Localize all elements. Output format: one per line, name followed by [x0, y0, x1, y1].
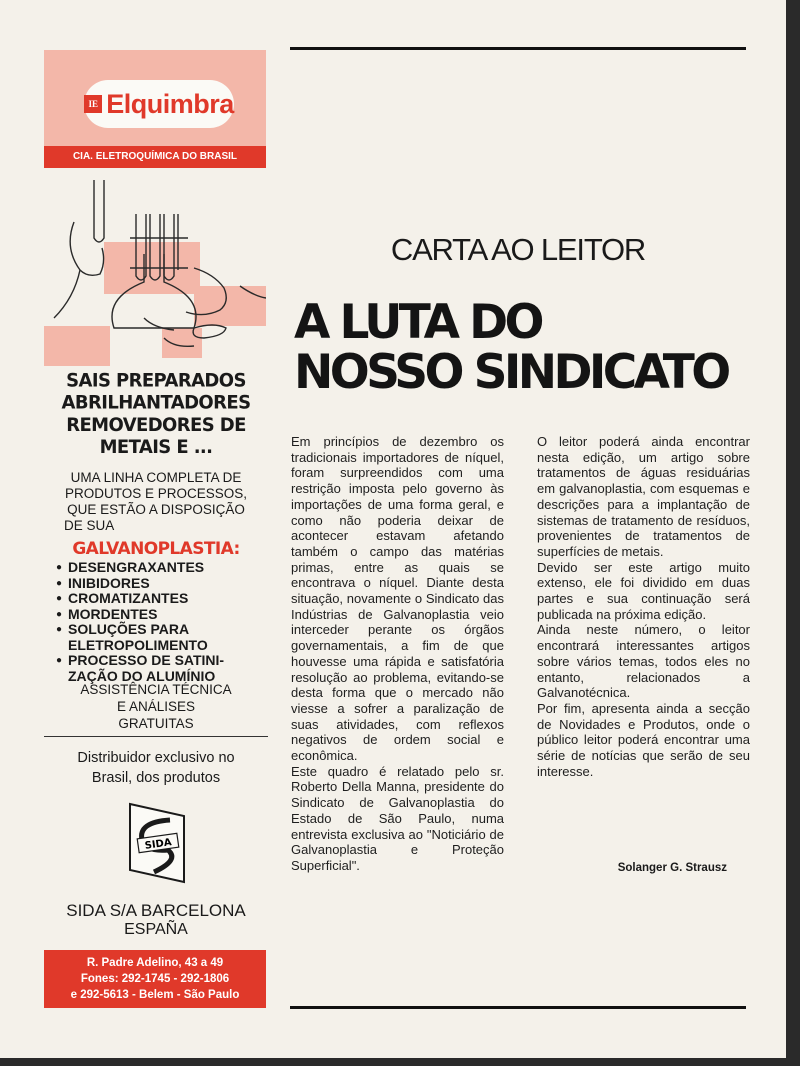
product-list	[56, 560, 270, 684]
brand-mark-icon: IE	[84, 95, 102, 113]
ad-headline: SAIS PREPARADOS ABRILHANTADORES REMOVEDORES DE METAIS E ...	[61, 369, 251, 459]
sida-name: SIDA S/A BARCELONA ESPAÑA	[66, 901, 246, 938]
bottom-rule	[290, 1006, 746, 1009]
paragraph: O leitor poderá ainda encontrar nesta edição, um artigo sobre tratamentos de águas residuárias em galvanoplastia, com esquemas e descrições para a implantação de sistemas de tratamento de resíduos, provenientes de tratamentos de superfícies de metais.	[537, 434, 750, 559]
list-item: ● PROCESSO DE SATINI- ZAÇÃO DO ALUMÍNIO	[56, 653, 270, 684]
article-column-2	[537, 434, 750, 779]
author-signature: Solanger G. Strausz	[617, 862, 727, 874]
list-item: ● DESENGRAXANTES	[56, 560, 270, 576]
laboratory-hands-illustration	[44, 178, 266, 366]
divider	[44, 736, 268, 737]
paragraph: Em princípios de dezembro os tradicionais importadores de níquel, foram surpreendidos com uma restrição imposta pelo governo às importações de uma forma geral, e como não poderia deixar de acontecer estavam afetando também o campo das matérias primas, entre as quais se encontrava o níquel. Diante desta situação, novamente o Sindicato das Indústrias de Galvanoplastia veio interceder perante os órgãos governamentais, a fim de que houvesse uma rápida e satisfatória resolução ao problema, evitando-se desta forma que o mercado não viesse a sofrer a paralização de suas atividades, com reflexos negativos de ordem social e econômica.	[291, 434, 504, 764]
address-box: R. Padre Adelino, 43 a 49 Fones: 292-1745 - 292-1806 e 292-5613 - Belem - São Paulo	[44, 950, 266, 1008]
ad-assistance: ASSISTÊNCIA TÉCNICA E ANÁLISES GRATUITAS	[80, 682, 232, 731]
paragraph: Este quadro é relatado pelo sr. Roberto Della Manna, presidente do Sindicato de Galvanoplastia do Estado de São Paulo, numa entrevista exclusiva ao "Noticiário de Galvanoplastia e Proteção Superficial".	[291, 763, 504, 873]
sida-logo-icon	[124, 802, 190, 884]
paragraph: Devido ser este artigo muito extenso, ele foi dividido em duas partes e sua continuação será publicada na próxima edição.	[537, 559, 750, 622]
ad-distributor: Distribuidor exclusivo no Brasil, dos produtos	[77, 750, 235, 786]
section-kicker: CARTA AO LEITOR	[390, 232, 646, 267]
article-headline: A LUTA DO NOSSO SINDICATO	[294, 295, 728, 400]
list-item: ● CROMATIZANTES	[56, 591, 270, 607]
svg-text:SIDA: SIDA	[144, 837, 173, 852]
brand-name: Elquimbra	[106, 88, 234, 119]
list-item: ● SOLUÇÕES PARA ELETROPOLIMENTO	[56, 622, 270, 653]
top-rule	[290, 47, 746, 50]
article-column-1	[291, 434, 504, 874]
paragraph: Ainda neste número, o leitor encontrará interessantes artigos sobre vários temas, todos eles no entanto, relacionados a Galvanotécnica.	[537, 622, 750, 701]
ad-intro: UMA LINHA COMPLETA DE PRODUTOS E PROCESSOS, QUE ESTÃO A DISPOSIÇÃO DE SUA	[64, 470, 248, 533]
brand-logo	[84, 80, 234, 128]
galvanoplastia-heading: GALVANOPLASTIA:	[72, 539, 240, 559]
list-item: ● INIBIDORES	[56, 576, 270, 592]
company-banner: CIA. ELETROQUÍMICA DO BRASIL	[44, 146, 266, 168]
advertisement	[44, 50, 268, 1010]
page-edge-bottom	[0, 1058, 800, 1066]
list-item: ● MORDENTES	[56, 607, 270, 623]
page-edge	[786, 0, 800, 1066]
paragraph: Por fim, apresenta ainda a secção de Novidades e Produtos, onde o público leitor poderá encontrar uma série de notícias que serão de seu interesse.	[537, 700, 750, 779]
